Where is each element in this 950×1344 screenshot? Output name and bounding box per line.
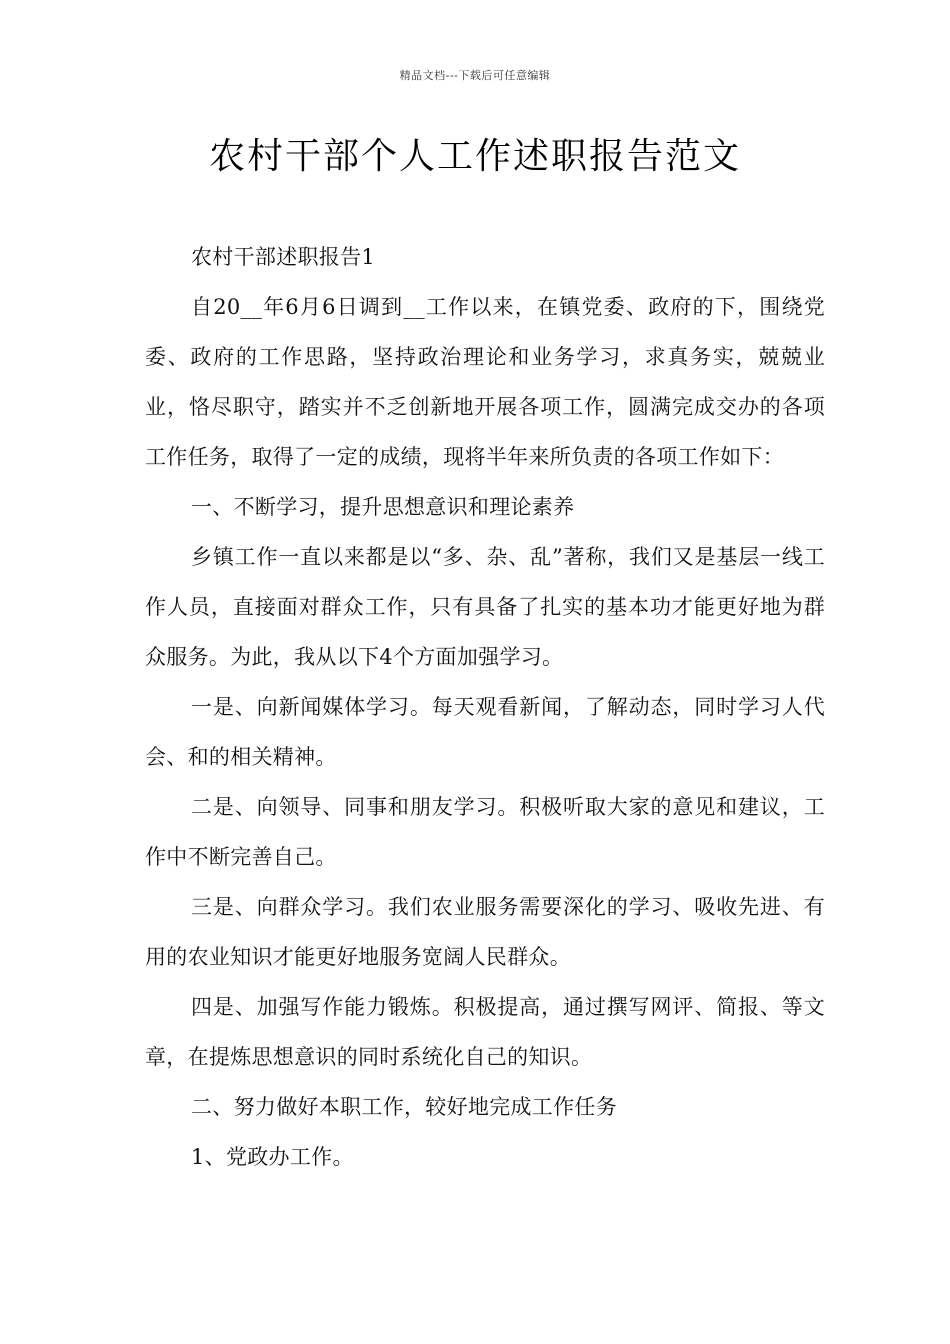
header-note: 精品文档---下载后可任意编辑 — [399, 69, 551, 82]
paragraph-report-heading: 农村干部述职报告1 — [191, 245, 376, 269]
document-title: 农村干部个人工作述职报告范文 — [208, 136, 741, 177]
paragraph-study-item-4: 四是、加强写作能力锻炼。积极提高，通过撰写网评、简报、等文章，在提炼思想意识的同时系统化自己的知识。 — [145, 995, 825, 1069]
paragraph-study-item-2: 二是、向领导、同事和朋友学习。积极听取大家的意见和建议，工作中不断完善自己。 — [145, 795, 825, 869]
paragraph-subsection-1: 1、党政办工作。 — [191, 1145, 354, 1169]
document-body — [145, 232, 825, 1182]
paragraph-section-two-heading: 二、努力做好本职工作，较好地完成工作任务 — [191, 1095, 617, 1119]
paragraph-study-intro: 乡镇工作一直以来都是以“多、杂、乱”著称，我们又是基层一线工作人员，直接面对群众工作，只有具备了扎实的基本功才能更好地为群众服务。为此，我从以下4个方面加强学习。 — [145, 545, 825, 669]
paragraph-study-item-3: 三是、向群众学习。我们农业服务需要深化的学习、吸收先进、有用的农业知识才能更好地服务宽阔人民群众。 — [145, 895, 825, 969]
paragraph-section-one-heading: 一、不断学习，提升思想意识和理论素养 — [191, 495, 575, 519]
paragraph-intro: 自20__年6月6日调到__工作以来，在镇党委、政府的下，围绕党委、政府的工作思路，坚持政治理论和业务学习，求真务实，兢兢业业，恪尽职守，踏实并不乏创新地开展各项工作，圆满完成交办的各项工作任务，取得了一定的成绩，现将半年来所负责的各项工作如下： — [145, 295, 825, 469]
paragraph-study-item-1: 一是、向新闻媒体学习。每天观看新闻，了解动态，同时学习人代会、和的相关精神。 — [145, 695, 825, 769]
